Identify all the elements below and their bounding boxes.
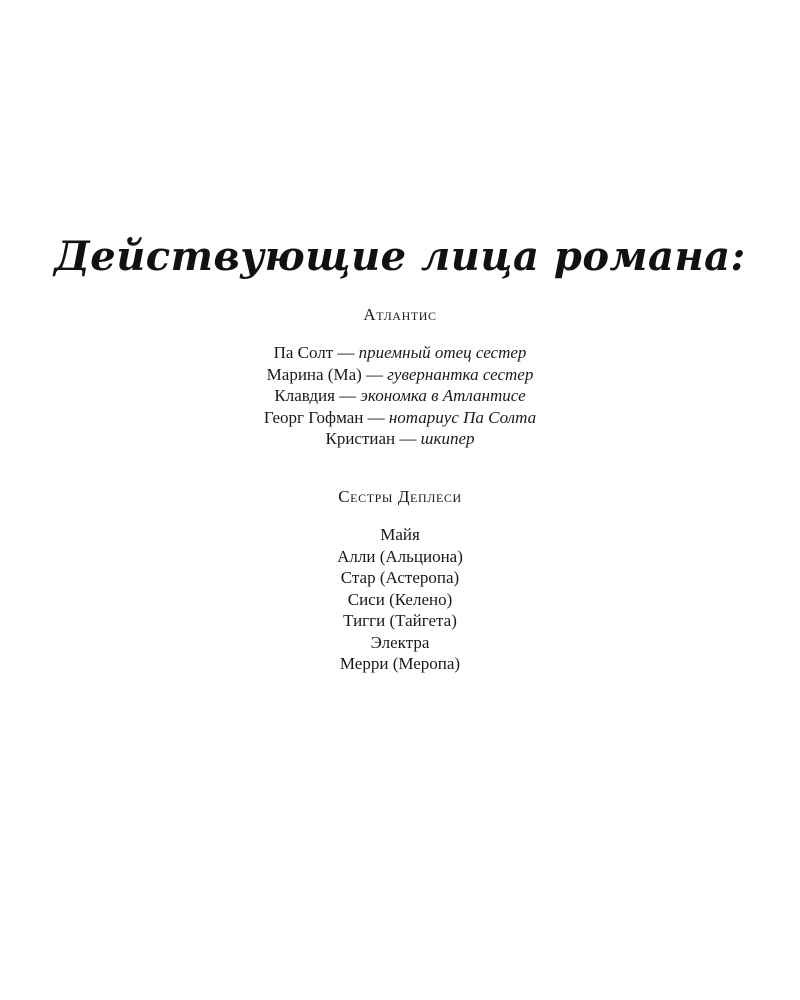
character-role: нотариус Па Солта [388,407,537,427]
entry-dash: — [361,364,388,384]
sister-name: Мерри (Меропа) [339,654,461,673]
character-name: Кристиан [325,429,396,448]
character-name: Клавдия [274,386,335,405]
sister-entry [0,632,800,654]
character-entry [0,385,800,407]
character-entry [0,407,800,429]
sister-list [0,524,800,675]
entry-dash: — [363,407,389,427]
page-title: Действующие лица романа: [54,232,746,280]
sister-name: Стар (Астеропа) [340,568,460,587]
sister-entry [0,610,800,632]
character-entry [0,428,800,450]
character-name: Па Солт [273,343,334,362]
character-name: Марина (Ма) [266,364,362,384]
character-entry [0,342,800,364]
section-atlantis [0,304,800,450]
sister-entry [0,546,800,568]
sister-entry [0,524,800,546]
section-heading: Сестры Деплеси [338,487,462,506]
sister-name: Электра [370,632,430,652]
section-sisters [0,486,800,675]
sister-entry [0,589,800,611]
character-role: экономка в Атлантисе [360,386,526,405]
character-role: приемный отец сестер [358,343,527,362]
sister-entry [0,567,800,589]
entry-dash: — [395,429,421,448]
character-role: гувернантка сестер [387,364,534,384]
character-list [0,342,800,450]
character-name: Георг Гофман [263,407,364,427]
sister-name: Майя [380,525,420,544]
entry-dash: — [334,386,361,405]
sister-name: Тигги (Тайгета) [343,611,457,630]
section-heading: Атлантис [363,305,437,324]
sister-name: Алли (Альциона) [337,546,463,566]
sister-entry [0,653,800,675]
sister-name: Сиси (Келено) [347,589,453,609]
entry-dash: — [333,343,359,362]
character-role: шкипер [420,429,475,448]
character-entry [0,364,800,386]
